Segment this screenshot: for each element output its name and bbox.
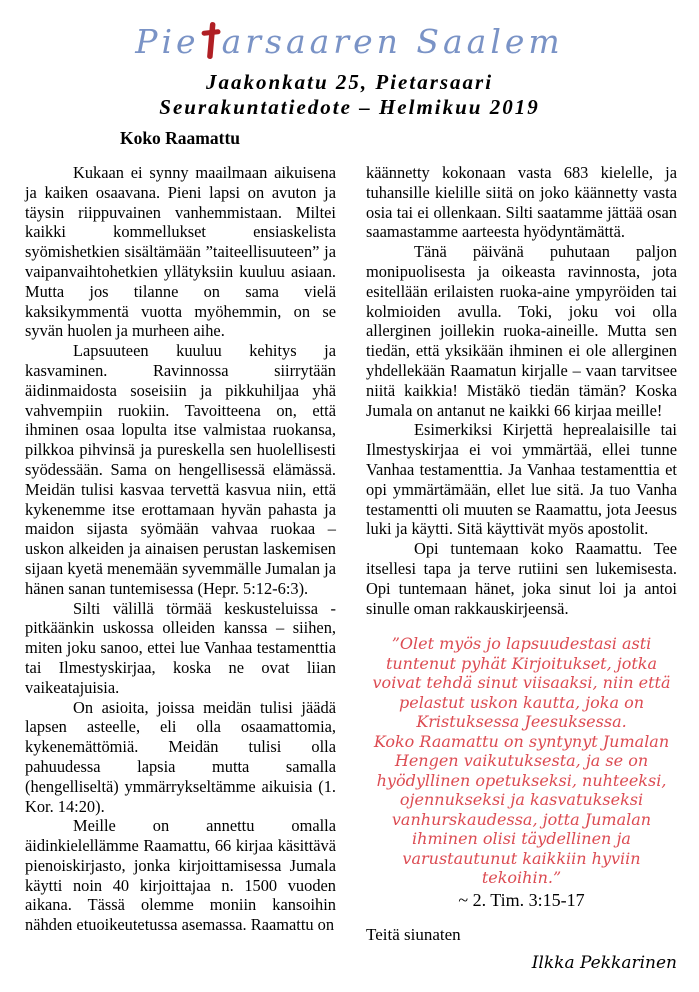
body-paragraph: Opi tuntemaan koko Raamattu. Tee itsellesi tapa ja terve rutiini sen lukemisesta. Opi tuntemaan hänet, joka sinut loi ja antoi sinulle oman rakkauskirjeensä.	[366, 539, 677, 618]
signature-name: Ilkka Pekkarinen	[531, 952, 677, 973]
newsletter-subtitle: Seurakuntatiedote – Helmikuu 2019	[159, 95, 540, 119]
address-line: Jaakonkatu 25, Pietarsaari	[205, 70, 494, 94]
scripture-quote	[366, 634, 677, 888]
right-column	[366, 163, 677, 973]
body-paragraph: Meille on annettu omalla äidinkielellämme Raamattu, 66 kirjaa käsittävä pienoiskirjasto, jonka kirjoittamisessa Jumala käytti noin 40 kirjoittajaa n. 1500 vuoden aikana. Tässä olemme moniin kansoihin nähden etuoikeutetussa asemassa. Raamattu on	[25, 816, 336, 935]
body-paragraph: Lapsuuteen kuuluu kehitys ja kasvaminen. Ravinnossa siirrytään äidinmaidosta soseisiin ja pikkuhiljaa yhä vahvempiin ruokiin. Tavoitteena on, että ihminen osaa lopulta itse valmistaa ruokansa, pilkkoa pihvinsä ja pureskella sen huolellisesti syödessään. Sama on hengellisessä elämässä. Meidän tulisi kasvaa tervettä kasvua niin, että kykenemme itse erottamaan hyvän pahasta ja maidon sijasta syömään vahvaa ruokaa – uskon alkeiden ja ainaisen perustan laskemisen sijaan kyetä menemään syvemmälle Jumalan ja hänen sanan tuntemisessa (Hepr. 5:12-6:3).	[25, 341, 336, 598]
scripture-quote-part1: ”Olet myös jo lapsuudestasi asti tuntenut pyhät Kirjoitukset, jotka voivat tehdä sinut viisaaksi, niin että pelastut uskon kautta, joka on Kristuksessa Jeesuksessa.	[372, 634, 671, 732]
scripture-reference: ~ 2. Tim. 3:15-17	[458, 889, 585, 910]
body-paragraph: Esimerkiksi Kirjettä heprealaisille tai Ilmestyskirjaa ei voi ymmärtää, ellei tunne Vanhaa testamenttia. Ja Vanhaa testamenttia et opi ymmärtämään, ellet lue sitä. Ja tuo Vanha testamentti oli muuten se Raamattu, jota Jeesus luki ja käytti. Sitä käyttivät myös apostolit.	[366, 420, 677, 539]
body-paragraph: Silti välillä törmää keskusteluissa - pitkäänkin uskossa olleiden kanssa – siihen, miten joku sanoo, ettei lue Vanhaa testamenttia tai Ilmestyskirjaa, koska ne ovat liian vaikeatajuisia.	[25, 598, 336, 697]
article-title-wrap	[25, 128, 335, 149]
logo-text-after: arsaaren Saalem	[221, 22, 564, 61]
masthead	[0, 70, 699, 120]
body-paragraph: On asioita, joissa meidän tulisi jäädä lapsen asteelle, eli olla osaamattomia, kykenemättömiä. Meidän tulisi olla pahuudessa lapsia mutta samalla (hengelliseltä) ymmärrykseltämme aikuisia (1. Kor. 14:20).	[25, 697, 336, 816]
cross-icon	[201, 21, 221, 61]
article-title: Koko Raamattu	[119, 128, 241, 148]
article-columns	[25, 163, 677, 973]
logo-text-before: Pie	[135, 22, 200, 61]
body-paragraph: Tänä päivänä puhutaan paljon monipuolisesta ja oikeasta ravinnosta, jota esitellään erilaisten ruoka-aine ympyröiden tai kolmioiden avulla. Toki, joku voi olla allerginen joillekin ruoka-aineille. Mutta sen tiedän, että yksikään ihminen ei ole allerginen yhdellekään Raamatun kirjalle – vaan tarvitsee niitä kaikkia! Mistäkö tiedän tämän? Koska Jumala on antanut ne kaikki 66 kirjaa meille!	[366, 242, 677, 420]
blessing-text: Teitä siunaten	[366, 924, 461, 944]
body-paragraph: käännetty kokonaan vasta 683 kielelle, ja tuhansille kielille siitä on joko käännetty vasta osia tai ei ollenkaan. Silti saatamme jättää osan saamastamme aarteesta hyödyntämättä.	[366, 163, 677, 242]
scripture-quote-part2: Koko Raamattu on syntynyt Jumalan Hengen vaikutuksesta, ja se on hyödyllinen opetukseksi, nuhteeksi, ojennukseksi ja kasvatukseksi vanhurskaudessa, jotta Jumalan ihminen olisi täydellinen ja varustautunut kaikkiin hyviin tekoihin.”	[373, 731, 670, 888]
body-paragraph: Kukaan ei synny maailmaan aikuisena ja kaiken osaavana. Pieni lapsi on avuton ja täysin riippuvainen vanhemmistaan. Miltei kaikki kommellukset ensiaskelista syömishetkien sisältämään ”taiteellisuuteen” ja vaipanvaihtohetkien yllätyksiin kuuluu asiaan. Mutta jos tilanne on sama vielä kaksikymmentä vuotta myöhemmin, on se syvän huolen ja murheen aihe.	[25, 163, 336, 341]
church-logo	[0, 18, 699, 70]
left-column	[25, 163, 336, 973]
